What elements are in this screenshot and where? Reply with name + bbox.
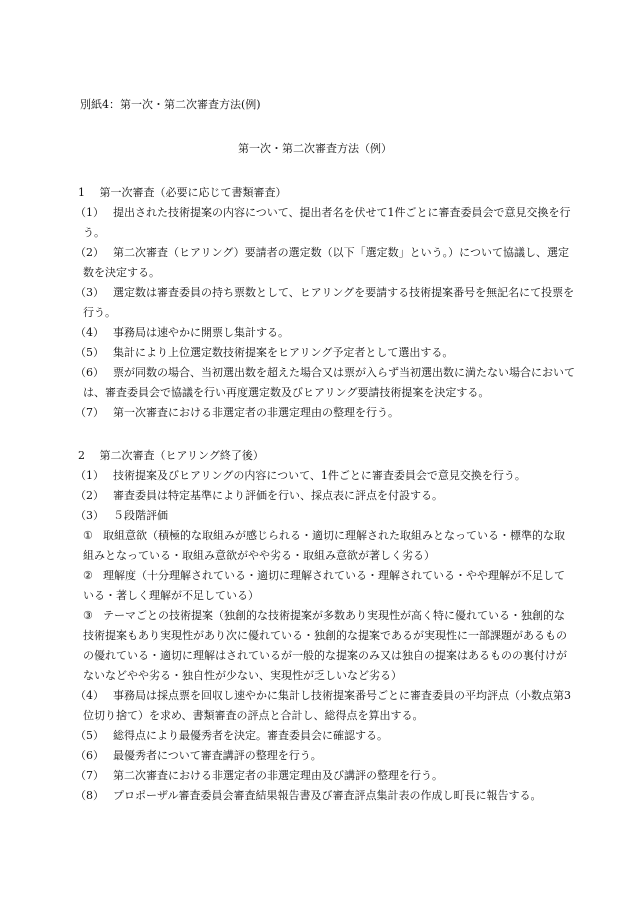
item-text: 最優秀者について審査講評の整理を行う。 — [113, 749, 322, 762]
item-number: （2） — [75, 489, 104, 502]
item-number: （5） — [75, 346, 104, 359]
sub-item-number: ③ — [83, 609, 93, 622]
item-text: 技術提案及びヒアリングの内容について、1件ごとに審査委員会で意見交換を行う。 — [113, 469, 526, 482]
list-item — [75, 243, 575, 283]
sub-item-text: テーマごとの技術提案（独創的な技術提案が多数あり実現性が高く特に優れている・独創的な技術提案もあり実現性があり次に優れている・独創的な提案であるが実現性に一部課題があるものの優れている・適切に理解はされているが一般的な提案のみ又は独自の提案はあるものの裏付けがないなどやや劣る・独自性が少ない、実現性が乏しいなど劣る） — [83, 609, 567, 682]
sub-list-item — [75, 526, 575, 566]
item-number: （6） — [75, 366, 104, 379]
item-number: （1） — [75, 469, 104, 482]
item-text: 票が同数の場合、当初選出数を超えた場合又は票が入らず当初選出数に満たない場合においては、審査委員会で協議を行い再度選定数及びヒアリング要請技術提案を決定する。 — [83, 366, 575, 399]
sub-item-number: ② — [83, 569, 93, 582]
sub-item-text: 取組意欲（積極的な取組みが感じられる・適切に理解された取組みとなっている・標準的な取組みとなっている・取組み意欲がやや劣る・取組み意欲が著しく劣る） — [83, 529, 565, 562]
list-item — [75, 323, 575, 343]
list-item — [75, 766, 575, 786]
item-number: （7） — [75, 769, 104, 782]
section-heading-text: 第一次審査（必要に応じて書類審査） — [99, 186, 287, 199]
section-number: 1 — [78, 186, 85, 199]
list-item — [75, 283, 575, 323]
list-item — [75, 506, 575, 526]
item-text: 集計により上位選定数技術提案をヒアリング予定者として選出する。 — [113, 346, 454, 359]
item-text: 提出された技術提案の内容について、提出者名を伏せて1件ごとに審査委員会で意見交換を行う。 — [83, 206, 571, 239]
list-item — [75, 486, 575, 506]
list-item — [75, 746, 575, 766]
list-item — [75, 786, 575, 806]
list-item — [75, 343, 575, 363]
sub-list-item — [75, 566, 575, 606]
item-number: （7） — [75, 406, 104, 419]
list-item — [75, 726, 575, 746]
section-heading — [75, 446, 575, 466]
list-item — [75, 203, 575, 243]
sub-item-number: ① — [83, 529, 93, 542]
item-text: 事務局は採点票を回収し速やかに集計し技術提案番号ごとに審査委員の平均評点（小数点第3位切り捨て）を求め、書類審査の評点と合計し、総得点を算出する。 — [83, 689, 571, 722]
item-number: （5） — [75, 729, 104, 742]
item-text: 第二次審査（ヒアリング）要請者の選定数（以下「選定数」という。）について協議し、選定数を決定する。 — [83, 246, 569, 279]
item-number: （2） — [75, 246, 104, 259]
item-text: 事務局は速やかに開票し集計する。 — [113, 326, 289, 339]
list-item — [75, 363, 575, 403]
section-second-review — [75, 446, 575, 806]
item-text: 総得点により最優秀者を決定。審査委員会に確認する。 — [113, 729, 388, 742]
item-text: 第一次審査における非選定者の非選定理由の整理を行う。 — [113, 406, 399, 419]
item-number: （4） — [75, 689, 104, 702]
item-number: （6） — [75, 749, 104, 762]
sub-item-text: 理解度（十分理解されている・適切に理解されている・理解されている・やや理解が不足している・著しく理解が不足している） — [83, 569, 565, 602]
item-text: ５段階評価 — [113, 509, 168, 522]
section-heading — [75, 183, 575, 203]
list-item — [75, 686, 575, 726]
item-number: （1） — [75, 206, 104, 219]
item-text: 審査委員は特定基準により評価を行い、採点表に評点を付設する。 — [113, 489, 443, 502]
list-item — [75, 403, 575, 423]
document-title-text: 第一次・第二次審査方法（例） — [238, 142, 392, 155]
sub-list-item — [75, 606, 575, 686]
item-number: （4） — [75, 326, 104, 339]
item-number: （3） — [75, 509, 104, 522]
attachment-label: 別紙4：第一次・第二次審査方法(例) — [80, 98, 261, 111]
item-text: 選定数は審査委員の持ち票数として、ヒアリングを要請する技術提案番号を無記名にて投票を行う。 — [83, 286, 575, 319]
section-heading-text: 第二次審査（ヒアリング終了後） — [99, 449, 264, 462]
section-number: 2 — [78, 449, 85, 462]
section-first-review — [75, 183, 575, 423]
item-number: （3） — [75, 286, 104, 299]
document-title — [0, 141, 630, 157]
item-text: 第二次審査における非選定者の非選定理由及び講評の整理を行う。 — [113, 769, 443, 782]
item-number: （8） — [75, 789, 104, 802]
list-item — [75, 466, 575, 486]
item-text: プロポーザル審査委員会審査結果報告書及び審査評点集計表の作成し町長に報告する。 — [113, 789, 542, 802]
